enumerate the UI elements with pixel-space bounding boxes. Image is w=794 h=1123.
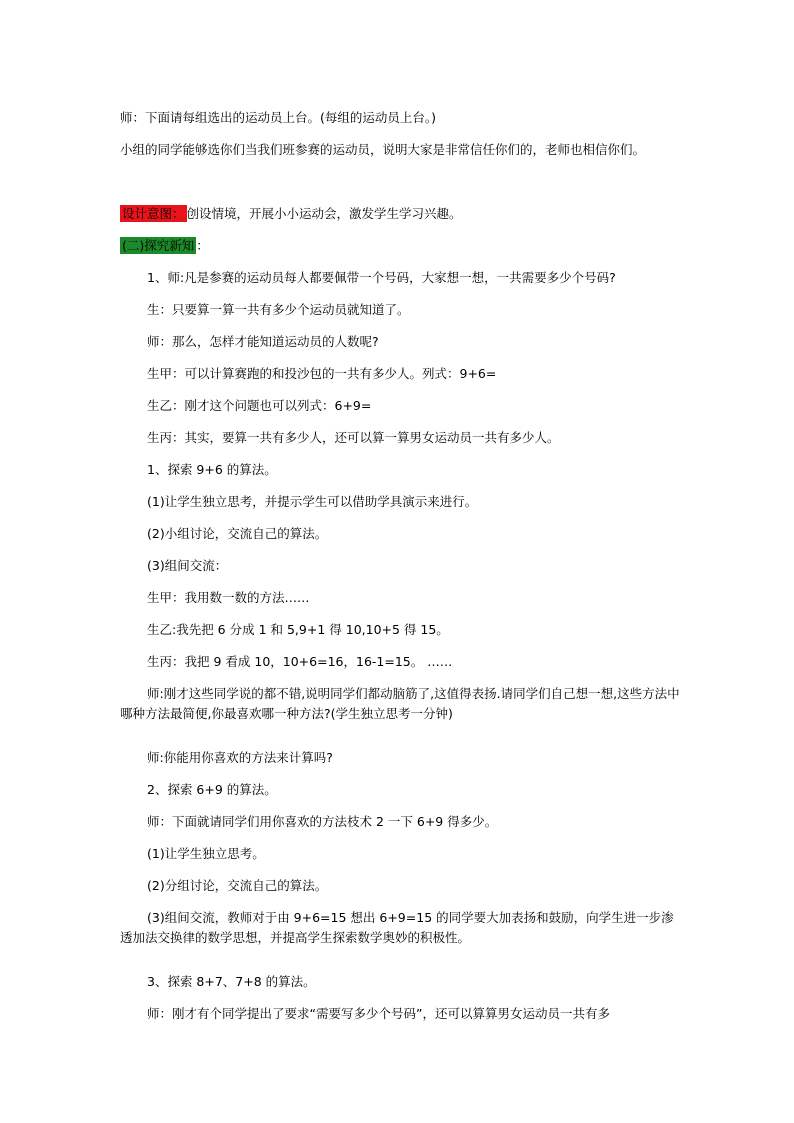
paragraph: [147, 524, 707, 544]
paragraph: [147, 300, 707, 320]
section-heading-tail: ：: [196, 238, 209, 253]
paragraph-text: 1、探索 9+6 的算法。: [147, 462, 277, 477]
paragraph: [120, 140, 680, 160]
design-intent-label: 设计意图：: [122, 206, 185, 221]
paragraph-text: 师：刚才有个同学提出了要求“需要写多少个号码”，还可以算算男女运动员一共有多: [147, 1006, 610, 1021]
paragraph-text: 生乙：刚才这个问题也可以列式：6+9=: [147, 398, 372, 413]
paragraph-text: 3、探索 8+7、7+8 的算法。: [147, 974, 316, 989]
paragraph-text: 生：只要算一算一共有多少个运动员就知道了。: [147, 302, 410, 317]
paragraph: [147, 332, 707, 352]
paragraph: [147, 844, 707, 864]
paragraph: [120, 108, 680, 128]
paragraph-text: (3)组间交流，教师对于由 9+6=15 想出 6+9=15 的同学要大加表扬和鼓励，向学生进一步渗透加法交换律的数学思想，并提高学生探索数学奥妙的积极性。: [120, 910, 674, 945]
paragraph-text: 2、探索 6+9 的算法。: [147, 782, 277, 797]
paragraph: [147, 268, 707, 288]
paragraph: [147, 364, 707, 384]
paragraph: [147, 460, 707, 480]
paragraph-text: 生甲：可以计算赛跑的和投沙包的一共有多少人。列式：9+6=: [147, 366, 497, 381]
paragraph-text: 生乙:我先把 6 分成 1 和 5,9+1 得 10,10+5 得 15。: [147, 622, 449, 637]
paragraph: [147, 492, 707, 512]
paragraph: [120, 684, 680, 724]
paragraph: [147, 748, 707, 768]
paragraph-text: 师：下面就请同学们用你喜欢的方法枝术 2 一下 6+9 得多少。: [147, 814, 498, 829]
section-heading: [120, 236, 680, 256]
paragraph-text: 生丙：其实，要算一共有多少人，还可以算一算男女运动员一共有多少人。: [147, 430, 560, 445]
design-intent-text: 创设情境，开展小小运动会，激发学生学习兴趣。: [186, 206, 462, 221]
paragraph: [147, 972, 707, 992]
paragraph: [147, 556, 707, 576]
paragraph-text: (1)让学生独立思考。: [147, 846, 265, 861]
paragraph: [147, 396, 707, 416]
paragraph-text: 师:刚才这些同学说的都不错,说明同学们都动脑筋了,这值得表扬.请同学们自己想一想,这些方法中哪种方法最简便,你最喜欢哪一种方法?(学生独立思考一分钟): [120, 686, 680, 721]
paragraph: [147, 780, 707, 800]
paragraph: [147, 620, 707, 640]
section-heading-label: (二)探究新知: [122, 238, 195, 253]
paragraph: [147, 876, 707, 896]
paragraph-text: 生甲：我用数一数的方法……: [147, 590, 310, 605]
paragraph-text: 小组的同学能够选你们当我们班参赛的运动员，说明大家是非常信任你们的，老师也相信你们。: [120, 142, 646, 157]
paragraph-text: 1、师:凡是参赛的运动员每人都要佩带一个号码，大家想一想，一共需要多少个号码?: [147, 270, 616, 285]
paragraph-text: 生丙：我把 9 看成 10，10+6=16，16-1=15。 ……: [147, 654, 453, 669]
paragraph: [120, 908, 680, 948]
paragraph-text: 师:你能用你喜欢的方法来计算吗?: [147, 750, 333, 765]
design-intent-paragraph: [120, 204, 680, 224]
paragraph-text: (1)让学生独立思考，并提示学生可以借助学具演示来进行。: [147, 494, 478, 509]
paragraph-text: (3)组间交流：: [147, 558, 228, 573]
paragraph: [147, 588, 707, 608]
paragraph-text: 师：那么，怎样才能知道运动员的人数呢?: [147, 334, 379, 349]
paragraph-text: 师：下面请每组选出的运动员上台。(每组的运动员上台。): [120, 110, 437, 125]
paragraph-text: (2)分组讨论，交流自己的算法。: [147, 878, 328, 893]
paragraph-text: (2)小组讨论，交流自己的算法。: [147, 526, 328, 541]
paragraph: [147, 652, 707, 672]
paragraph: [147, 812, 707, 832]
paragraph: [147, 428, 707, 448]
paragraph: [147, 1004, 707, 1024]
